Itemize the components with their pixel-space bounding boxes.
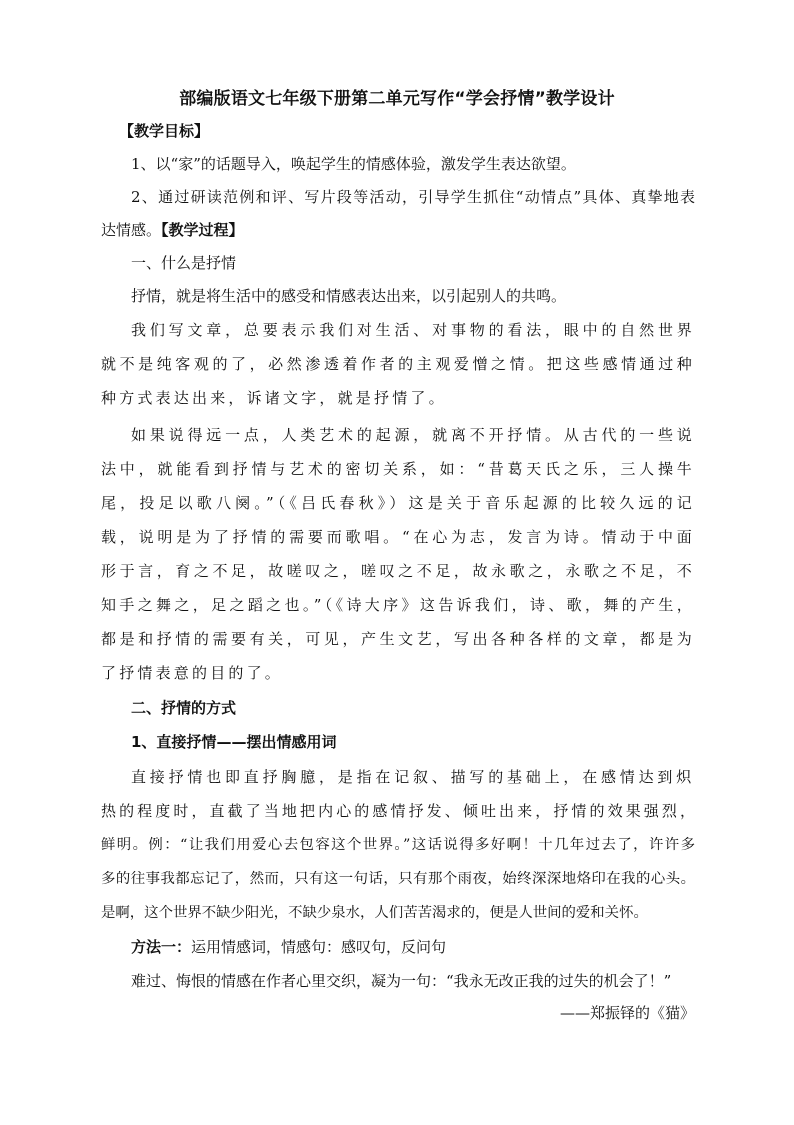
paragraph-3-line-7: 都是和抒情的需要有关，可见，产生文艺，写出各种各样的文章，都是为 bbox=[101, 630, 695, 648]
paragraph-4-line-3: 鲜明。例：“让我们用爱心去包容这个世界。”这话说得多好啊！十几年过去了，许许多 bbox=[101, 837, 695, 853]
goal-item-2-tail: 达情感。 bbox=[101, 221, 162, 239]
heading-direct-lyricism: 1、直接抒情——摆出情感用词 bbox=[131, 733, 337, 751]
paragraph-4-line-5: 是啊，这个世界不缺少阳光，不缺少泉水，人们苦苦渴求的，便是人世间的爱和关怀。 bbox=[101, 905, 648, 921]
method-one-label: 方法一： bbox=[131, 938, 192, 956]
document-title: 部编版语文七年级下册第二单元写作“学会抒情”教学设计 bbox=[179, 89, 615, 109]
paragraph-3-line-5: 形于言，育之不足，故嗟叹之，嗟叹之不足，故永歌之，永歌之不足，不 bbox=[101, 562, 695, 580]
paragraph-3-line-2: 法中，就能看到抒情与艺术的密切关系，如：“昔葛天氏之乐，三人操牛 bbox=[101, 460, 695, 478]
heading-lyric-methods: 二、抒情的方式 bbox=[131, 699, 237, 717]
section-teaching-process: 【教学过程】 bbox=[161, 221, 244, 239]
goal-item-2-line-1: 2、通过研读范例和评、写片段等活动，引导学生抓住“动情点”具体、真挚地表 bbox=[131, 188, 695, 206]
paragraph-4-line-4: 多的往事我都忘记了，然而，只有这一句话，只有那个雨夜，始终深深地烙印在我的心头。 bbox=[101, 871, 695, 887]
paragraph-3-line-4: 载，说明是为了抒情的需要而歌唱。“在心为志，发言为诗。情动于中面 bbox=[101, 528, 695, 546]
paragraph-3-line-1: 如果说得远一点，人类艺术的起源，就离不开抒情。从古代的一些说 bbox=[131, 426, 695, 444]
paragraph-3-line-6: 知手之舞之，足之蹈之也。”（《诗大序》这告诉我们，诗、歌，舞的产生， bbox=[101, 596, 695, 614]
heading-what-is-lyricism: 一、什么是抒情 bbox=[131, 254, 237, 272]
paragraph-2-line-2: 就不是纯客观的了，必然渗透着作者的主观爱憎之情。把这些感情通过种 bbox=[101, 355, 695, 373]
section-teaching-goals: 【教学目标】 bbox=[119, 122, 210, 140]
paragraph-4-line-1: 直接抒情也即直抒胸臆，是指在记叙、描写的基础上，在感情达到炽 bbox=[131, 768, 696, 786]
paragraph-3-line-3: 尾，投足以歌八阕。”（《吕氏春秋》）这是关于音乐起源的比较久远的记 bbox=[101, 494, 695, 512]
paragraph-4-line-2: 热的程度时，直截了当地把内心的感情抒发、倾吐出来，抒情的效果强烈， bbox=[101, 802, 695, 820]
paragraph-example: 难过、悔恨的情感在作者心里交织，凝为一句：“我永无改正我的过失的机会了！” bbox=[131, 972, 672, 990]
paragraph-3-line-8: 了抒情表意的目的了。 bbox=[101, 664, 284, 682]
goal-item-1: 1、以“家”的话题导入，唤起学生的情感体验，激发学生表达欲望。 bbox=[131, 155, 576, 173]
paragraph-2-line-3: 种方式表达出来，诉诸文字，就是抒情了。 bbox=[101, 389, 447, 407]
example-source: ——郑振铎的《猫》 bbox=[559, 1004, 695, 1022]
paragraph-definition: 抒情，就是将生活中的感受和情感表达出来，以引起别人的共鸣。 bbox=[131, 287, 567, 305]
method-one bbox=[131, 936, 695, 958]
paragraph-2-line-1: 我们写文章，总要表示我们对生活、对事物的看法，眼中的自然世界 bbox=[131, 321, 695, 339]
goal-item-2-line-2 bbox=[101, 219, 695, 241]
method-one-text: 运用情感词，情感句：感叹句，反问句 bbox=[191, 938, 447, 956]
